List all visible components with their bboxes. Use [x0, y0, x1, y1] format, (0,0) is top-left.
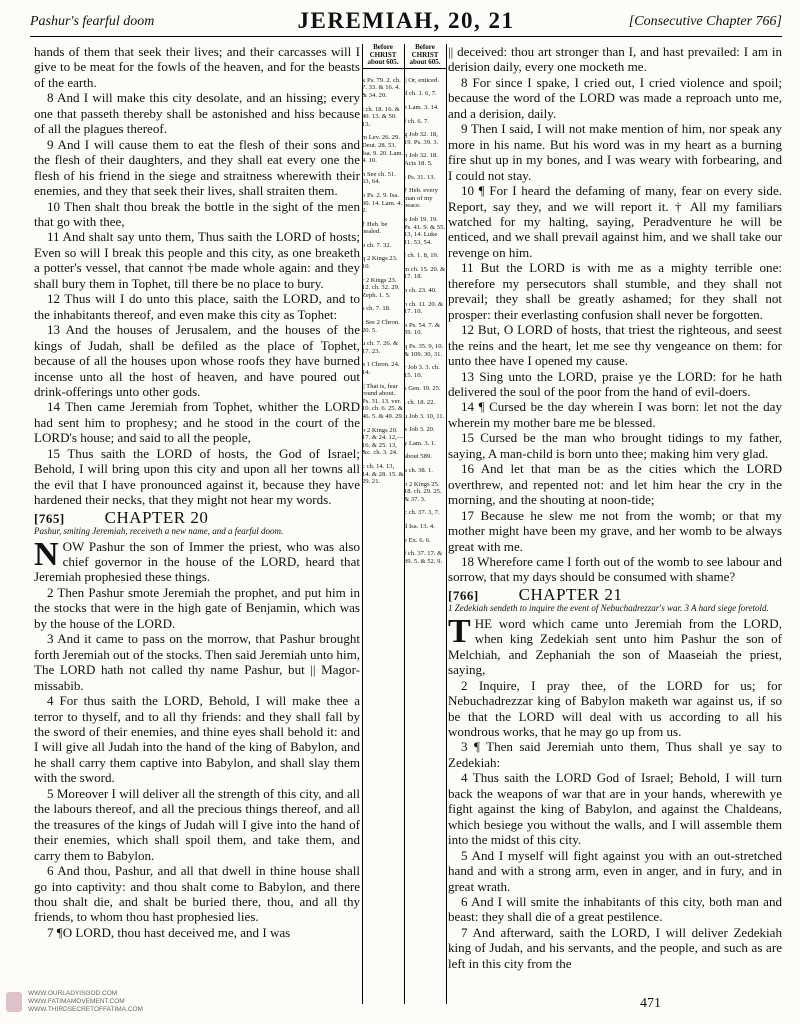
cross-reference: t ch. 18. 22. — [404, 399, 436, 406]
right-text-column — [448, 44, 782, 971]
cross-reference: l ch. 18. 16. & 49. 13. & 50. 13. — [362, 105, 400, 128]
running-head-right: [Consecutive Chapter 766] — [628, 14, 782, 29]
cross-reference: o Ps. 2. 9. Isa. 30. 14. Lam. 4. 2. — [362, 191, 403, 215]
verse: 13 And the houses of Jerusalem, and the houses of the kings of Judah, shall be defiled as the place of Tophet, because of all the houses upon whose roofs they have burned incense unto all the host of heaven, and have poured out drink-offerings unto other gods. — [34, 322, 360, 399]
verse: 9 And I will cause them to eat the flesh of their sons and the flesh of their daughters, and they shall eat every one the flesh of his friend in the siege and straitness wherewith their enemies, and they that seek their lives, shall straiten them. — [34, 136, 360, 199]
running-head-title: JEREMIAH, 20, 21 — [297, 8, 515, 33]
cross-reference: f ch. 6. 7. — [404, 117, 429, 125]
verse: 14 ¶ Cursed be the day wherein I was born: let not the day wherein my mother bare me be blessed. — [448, 399, 782, 430]
column-divider — [446, 44, 447, 1004]
verse: 10 Then shalt thou break the bottle in the sight of the men that go with thee, — [34, 198, 360, 229]
verse: 18 Wherefore came I forth out of the womb to see labour and sorrow, that my days should be consumed with shame? — [448, 553, 782, 585]
cross-reference: n See ch. 51. 63, 64. — [362, 170, 396, 186]
cross-reference: k Ps. 79. 2. ch. 7. 33. & 16. 4. & 34. 20. — [362, 76, 401, 99]
cross-reference: p Ps. 54. 7. & 59. 10. — [404, 321, 441, 337]
verse: 9 Then I said, I will not make mention of him, nor speak any more in his name. But his word was in my heart as a burning fire shut up in my bones, and I was weary with forbearing, and I could not stay. — [448, 121, 782, 183]
verse: || deceived: thou art stronger than I, and hast prevailed: I am in derision daily, every one mocketh me. — [448, 44, 782, 75]
cross-reference: u ch. 7. 26. & 17. 23. — [362, 340, 399, 355]
cross-reference: b 2 Kings 20. 17. & 24. 12,—16. & 25. 13, &c. ch. 3. 24. — [362, 426, 404, 457]
verse: 2 Inquire, I pray thee, of the LORD for us; for Nebuchadrezzar king of Babylon maketh war against us, if so be that the LORD will deal with us according to all his wondrous works, that he may go up from us. — [448, 677, 782, 739]
verse: 4 For thus saith the LORD, Behold, I will make thee a terror to thyself, and to all thy friends: and they shall fall by the sword of their enemies, and thine eyes shall behold it: and I will give all Judah into the hand of the king of Babylon, and he shall carry them captive into Babylon, and shall slay them with the sword. — [34, 693, 360, 786]
cross-reference: t See 2 Chron. 20. 5. — [362, 319, 400, 334]
cross-reference: n ch. 23. 40. — [404, 287, 437, 295]
verse: 15 Thus saith the LORD of hosts, the God of Israel; Behold, I will bring upon this city and upon all her towns all the evil that I have pronounced against it, because they have hardened their necks, that they might not hear my words. — [34, 445, 360, 508]
verse: 4 Thus saith the LORD God of Israel; Behold, I will turn back the weapons of war that are in your hands, wherewith ye fight against the king of Babylon, and against the Chaldeans, which besiege you without the walls, and I will assemble them into the midst of this city. — [448, 770, 782, 848]
cross-reference: x Job 3. 20. — [404, 426, 435, 434]
cross-reference: y Lam. 3. 1. — [404, 439, 436, 447]
cross-reference: f ch. 37. 17. & 39. 5. & 52. 9. — [404, 550, 443, 565]
verse: hands of them that seek their lives; and their carcasses will I give to be meat for the fowls of the heaven, and for the beasts of the earth. — [34, 44, 360, 90]
cross-reference: || Or, enticed. — [404, 76, 439, 84]
running-head-left: Pashur's fearful doom — [30, 14, 155, 29]
verse: 5 Moreover I will deliver all the strength of this city, and all the labours thereof, and all the precious things thereof, and all the treasures of the kings of Judah will I give into the hand of their enemies, which shall spoil them, and take them, and carry them to Babylon. — [34, 785, 360, 863]
verse: 14 Then came Jeremiah from Tophet, whither the LORD had sent him to prophesy; and he stood in the court of the LORD's house; and said to all the people, — [34, 399, 360, 446]
site-logo-icon — [6, 992, 22, 1012]
verse: 11 But the LORD is with me as a mighty terrible one: therefore my persecutors shall stumble, and they shall not prevail; they shall be greatly ashamed; for they shall not prosper: their everlasting confusion shall never be forgotten. — [448, 260, 782, 322]
footer-links — [28, 990, 143, 1014]
cross-reference: e Ex. 6. 6. — [404, 536, 431, 544]
footer-link[interactable]: WWW.FATIMAMOVEMENT.COM — [28, 998, 125, 1005]
cross-reference: r Job 3. 3. ch. 15. 10. — [404, 364, 440, 379]
cross-reference: i Ps. 31. 13. — [404, 173, 436, 181]
page-header — [30, 8, 782, 32]
verse: 7 And afterward, saith the LORD, I will deliver Zedekiah king of Judah, and his servants, and the people, and such as are left in this city from the — [448, 924, 782, 971]
consecutive-chapter-number: [765] — [34, 510, 65, 526]
verse: 5 And I myself will fight against you with an out-stretched hand and with a strong arm, even in anger, and in fury, and in great wrath. — [448, 847, 782, 894]
cross-reference: h Job 32. 18. Acts 18. 5. — [404, 152, 438, 167]
cross-reference: l ch. 1. 8, 19. — [404, 252, 439, 260]
verse: 8 And I will make this city desolate, and an hissing; every one that passeth thereby shall be astonished and hiss because of all the plagues thereof. — [34, 90, 360, 137]
cross-reference: m ch. 15. 20. & 17. 18. — [404, 265, 446, 281]
chapter-title: CHAPTER 20 — [104, 507, 209, 527]
cross-reference: c ch. 37. 3, 7. — [404, 509, 440, 517]
verse-text: HE word which came unto Jeremiah from the LORD, when king Zedekiah sent unto him Pashur the son of Melchiah, and Zephaniah the son of Maaseiah the priest, saying, — [448, 615, 782, 678]
verse: 17 Because he slew me not from the womb; or that my mother might have been my grave, and her womb to be always great with me. — [448, 507, 782, 554]
cross-reference: q Ps. 35. 9, 10. & 109. 30, 31. — [404, 343, 444, 358]
chapter-summary: Pashur, smiting Jeremiah, receiveth a new name, and a fearful doom. — [34, 526, 284, 537]
page-footer — [0, 990, 800, 1020]
verse: 16 And let that man be as the cities which the LORD overthrew, and repented not: and let him hear the cry in the morning, and the shouting at noon-tide; — [448, 461, 782, 508]
cross-reference: o ch. 11. 20. & 17. 10. — [404, 300, 444, 316]
cross-reference: g Job 32. 18, 19. Ps. 39. 3. — [404, 131, 439, 146]
verse-text: OW Pashur the son of Immer the priest, who was also chief governor in the house of the LORD, heard that Jeremiah prophesied these things. — [34, 538, 360, 585]
verse: 12 But, O LORD of hosts, that triest the righteous, and seest the reins and the heart, let me see thy vengeance on them: for unto thee have I opened my cause. — [448, 322, 782, 369]
verse — [448, 612, 782, 678]
cross-reference: about 589. — [404, 453, 432, 461]
page-number: 471 — [640, 996, 661, 1011]
cross-reference: k Job 19. 19. Ps. 41. 9. & 55. 13, 14. Luke 11. 53, 54. — [404, 215, 446, 246]
verse: 15 Cursed be the man who brought tidings to my father, saying, A man-child is born unto thee; making him very glad. — [448, 430, 782, 461]
verse: 10 ¶ For I heard the defaming of many, fear on every side. Report, say they, and we will report it. † All my familiars watched for my halting, saying, Peradventure he will be enticed, and we shall prevail against him, and we shall take our revenge on him. — [448, 183, 782, 260]
verse: 8 For since I spake, I cried out, I cried violence and spoil; because the word of the LORD was made a reproach unto me, and a derision, daily. — [448, 74, 782, 121]
chapter-heading — [34, 507, 360, 527]
consecutive-chapter-number: [766] — [448, 587, 479, 603]
cross-reference: † Heb. every man of my peace. — [404, 187, 438, 210]
verse: 7 ¶O LORD, thou hast deceived me, and I was — [47, 924, 291, 940]
chapter-heading — [448, 584, 782, 604]
verse: 13 Sing unto the LORD, praise ye the LORD: for he hath delivered the soul of the poor from the hand of evil-doers. — [448, 368, 782, 399]
verse: 3 And it came to pass on the morrow, that Pashur brought forth Jeremiah out of the stocks. Then said Jeremiah unto him, The LORD hath not called thy name Pashur, but || Magor-missabib. — [34, 631, 360, 693]
chapter-summary: 1 Zedekiah sendeth to inquire the event of Nebuchadrezzar's war. 3 A hard siege foretold. — [448, 603, 769, 614]
left-text-column — [34, 44, 360, 940]
cross-reference: m Lev. 26. 29. Deut. 28. 53. Isa. 9. 20. Lam. 4. 10. — [362, 134, 404, 165]
footer-link[interactable]: WWW.OURLADYISGOD.COM — [28, 990, 118, 997]
verse — [34, 535, 360, 585]
drop-cap: T — [448, 612, 471, 650]
cross-reference: d Isa. 13. 4. — [404, 522, 435, 530]
verse: 6 And I will smite the inhabitants of this city, both man and beast: they shall die of a great pestilence. — [448, 893, 782, 925]
verse: 12 Thus will I do unto this place, saith the LORD, and to the inhabitants thereof, and even make this city as Tophet: — [34, 291, 360, 322]
verse: 6 And thou, Pashur, and all that dwell in thine house shall go into captivity: and thou shalt come to Babylon, and there thou shalt die, and shalt be buried there, thou, and all thy friends, to whom thou hast prophesied lies. — [34, 863, 360, 925]
header-rule — [30, 36, 782, 37]
cross-reference: a ch. 38. 1. — [404, 466, 433, 474]
cross-reference: a 1 Chron. 24. 14. — [362, 361, 400, 376]
chapter-title: CHAPTER 21 — [518, 584, 623, 604]
verse: 3 ¶ Then said Jeremiah unto them, Thus shall ye say to Zedekiah: — [448, 739, 782, 770]
cross-reference: d ch. 1. 6, 7. — [404, 90, 437, 98]
date-label: Before CHRIST about 605. — [404, 44, 446, 69]
cross-reference: s ch. 7. 18. — [362, 305, 391, 313]
margin-references-right — [404, 44, 446, 1004]
cross-reference: s Gen. 19. 25. — [404, 385, 441, 393]
drop-cap: N — [34, 535, 59, 573]
verse: 11 And shalt say unto them, Thus saith the LORD of hosts; Even so will I break this people and this city, as one breaketh a potter's vessel, that cannot †be made whole again: and they shall bury them in Tophet, till there be no place to bury. — [34, 229, 360, 291]
cross-reference: q 2 Kings 23. 10. — [362, 255, 398, 271]
footer-link[interactable]: WWW.THIRDSECRETOFFATIMA.COM — [28, 1006, 143, 1013]
cross-reference: e Lam. 3. 14. — [404, 103, 439, 111]
cross-reference: p ch. 7. 32. — [362, 241, 392, 249]
date-label: Before CHRIST about 605. — [362, 44, 404, 69]
cross-reference: c ch. 14. 13, 14. & 28. 15. & 29. 21. — [362, 462, 404, 486]
cross-reference: b 2 Kings 25. 18. ch. 29. 25. & 37. 3. — [404, 480, 442, 503]
cross-reference: u Job 3. 10, 11. — [404, 412, 445, 420]
verse: 2 Then Pashur smote Jeremiah the prophet, and put him in the stocks that were in the high gate of Benjamin, which was by the house of the LORD. — [34, 584, 360, 631]
cross-reference: † Heb. be healed. — [362, 220, 388, 236]
margin-references-left — [362, 44, 404, 1004]
cross-reference: r 2 Kings 23. 12. ch. 32. 29. Zeph. 1. 5. — [362, 276, 400, 299]
cross-reference: || That is, fear round about. Ps. 31. 13. ver. 10. ch. 6. 25. & 46. 5. & 49. 29. — [362, 382, 404, 420]
